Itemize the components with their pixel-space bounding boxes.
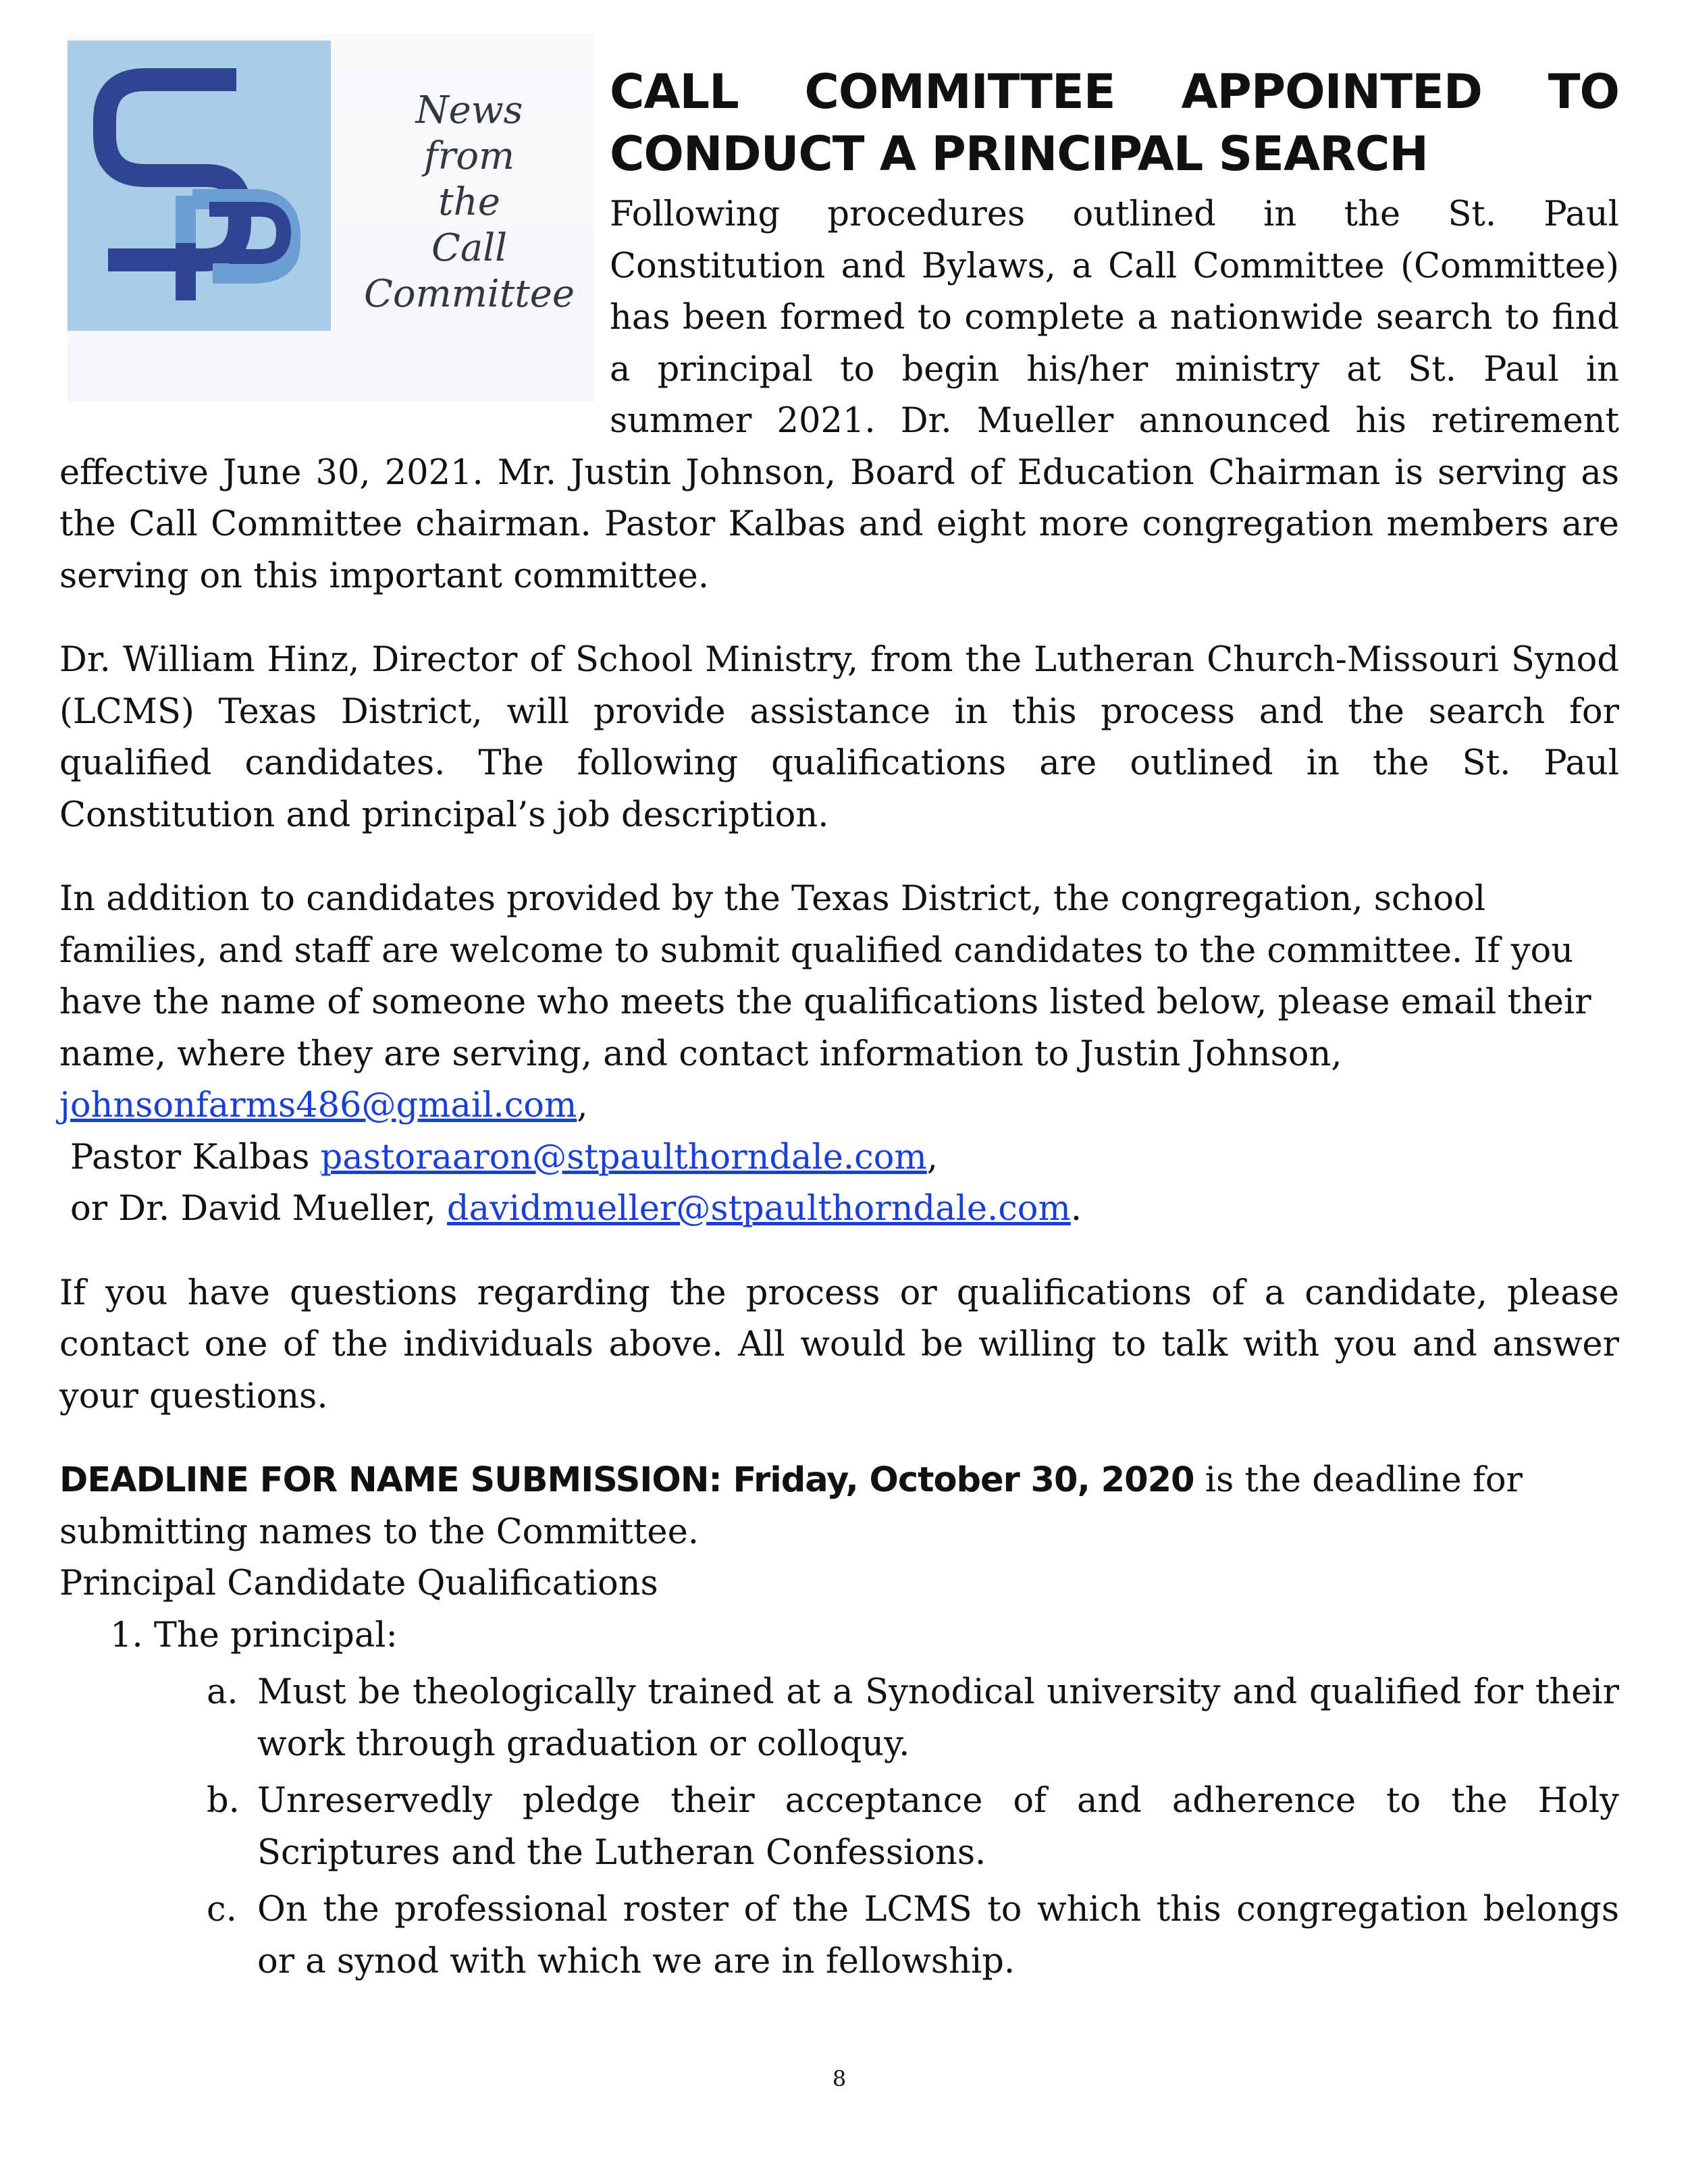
- list-item-text: On the professional roster of the LCMS to which this congregation belongs or a synod with which we are in fellowship.: [257, 1890, 1619, 1981]
- logo-caption-line: Committee: [364, 272, 575, 316]
- paragraph-questions: If you have questions regarding the process or qualifications of a candidate, please contact one of the individuals above. All would be willing to talk with you and answer your questions.: [59, 1273, 1619, 1416]
- list-marker: a.: [207, 1672, 238, 1712]
- list-marker: c.: [207, 1890, 237, 1929]
- deadline-label: DEADLINE FOR NAME SUBMISSION: Friday, October 30, 2020: [59, 1460, 1194, 1500]
- period: .: [1070, 1189, 1082, 1229]
- list-item-text: Unreservedly pledge their acceptance of and adherence to the Holy Scriptures and the Lutheran Confessions.: [257, 1781, 1619, 1873]
- list-item: [59, 1667, 1619, 1770]
- list-item-text: Must be theologically trained at a Synodical university and qualified for their work through graduation or colloquy.: [257, 1672, 1619, 1764]
- email-link-kalbas[interactable]: pastoraaron@stpaulthorndale.com: [320, 1137, 927, 1177]
- article-headline: [610, 61, 1619, 185]
- list-item-text: The principal:: [153, 1615, 398, 1655]
- contact-kalbas-prefix: Pastor Kalbas: [70, 1137, 321, 1177]
- paragraph-announcement: Following procedures outlined in the St. Paul Constitution and Bylaws, a Call Committee (Committee) has been formed to complete a nationwide search to find a principal to begin his/her ministry at St. Paul in summer 2021. Dr. Mueller announced his retirement effective June 30, 2021. Mr. Justin Johnson, Board of Education Chairman is serving as the Call Committee chairman. Pastor Kalbas and eight more congregation members are serving on this important committee.: [59, 194, 1619, 596]
- email-link-mueller[interactable]: davidmueller@stpaulthorndale.com: [446, 1189, 1071, 1229]
- logo-caption-line: from: [423, 134, 515, 178]
- page-number: 8: [832, 2066, 847, 2092]
- list-item-1: [59, 1610, 1619, 1662]
- paragraph-submissions: [59, 874, 1619, 1235]
- logo-spacer: [59, 189, 610, 405]
- list-item: [59, 1610, 1619, 1988]
- submissions-intro: In addition to candidates provided by the Texas District, the congregation, school families, and staff are welcome to submit qualified candidates to the committee. If you have the name of someone who meets the qualifications listed below, please email their name, where they are serving, and contact information to Justin Johnson,: [59, 879, 1591, 1074]
- comma: ,: [577, 1086, 588, 1125]
- sub-qualifications-list: [59, 1667, 1619, 1988]
- logo-caption-line: the: [438, 180, 500, 224]
- newsletter-page: [59, 34, 1619, 2147]
- article-body: [59, 189, 1619, 1988]
- deadline-text: is the deadline for submitting names to the Committee.: [59, 1460, 1523, 1552]
- paragraph-deadline: [59, 1455, 1619, 1558]
- logo-caption-line: News: [415, 88, 523, 132]
- contact-mueller-prefix: or Dr. David Mueller,: [70, 1189, 447, 1229]
- list-item: [59, 1884, 1619, 1988]
- comma: ,: [926, 1137, 938, 1177]
- logo-caption-line: Call: [431, 226, 508, 270]
- list-marker: b.: [207, 1781, 240, 1821]
- qualifications-heading: Principal Candidate Qualifications: [59, 1564, 658, 1603]
- list-item: [59, 1776, 1619, 1879]
- qualifications-list: [59, 1610, 1619, 1988]
- headline-line-2: CONDUCT A PRINCIPAL SEARCH: [610, 126, 1428, 182]
- email-link-johnson[interactable]: johnsonfarms486@gmail.com: [59, 1086, 577, 1125]
- headline-line-1: CALL COMMITTEE APPOINTED TO: [610, 64, 1619, 119]
- paragraph-assistance: Dr. William Hinz, Director of School Ministry, from the Lutheran Church-Missouri Synod (LCMS) Texas District, will provide assistance in this process and the search for qualified candidates. The following qualifications are outlined in the St. Paul Constitution and principal’s job description.: [59, 640, 1619, 835]
- list-marker: 1.: [110, 1615, 143, 1655]
